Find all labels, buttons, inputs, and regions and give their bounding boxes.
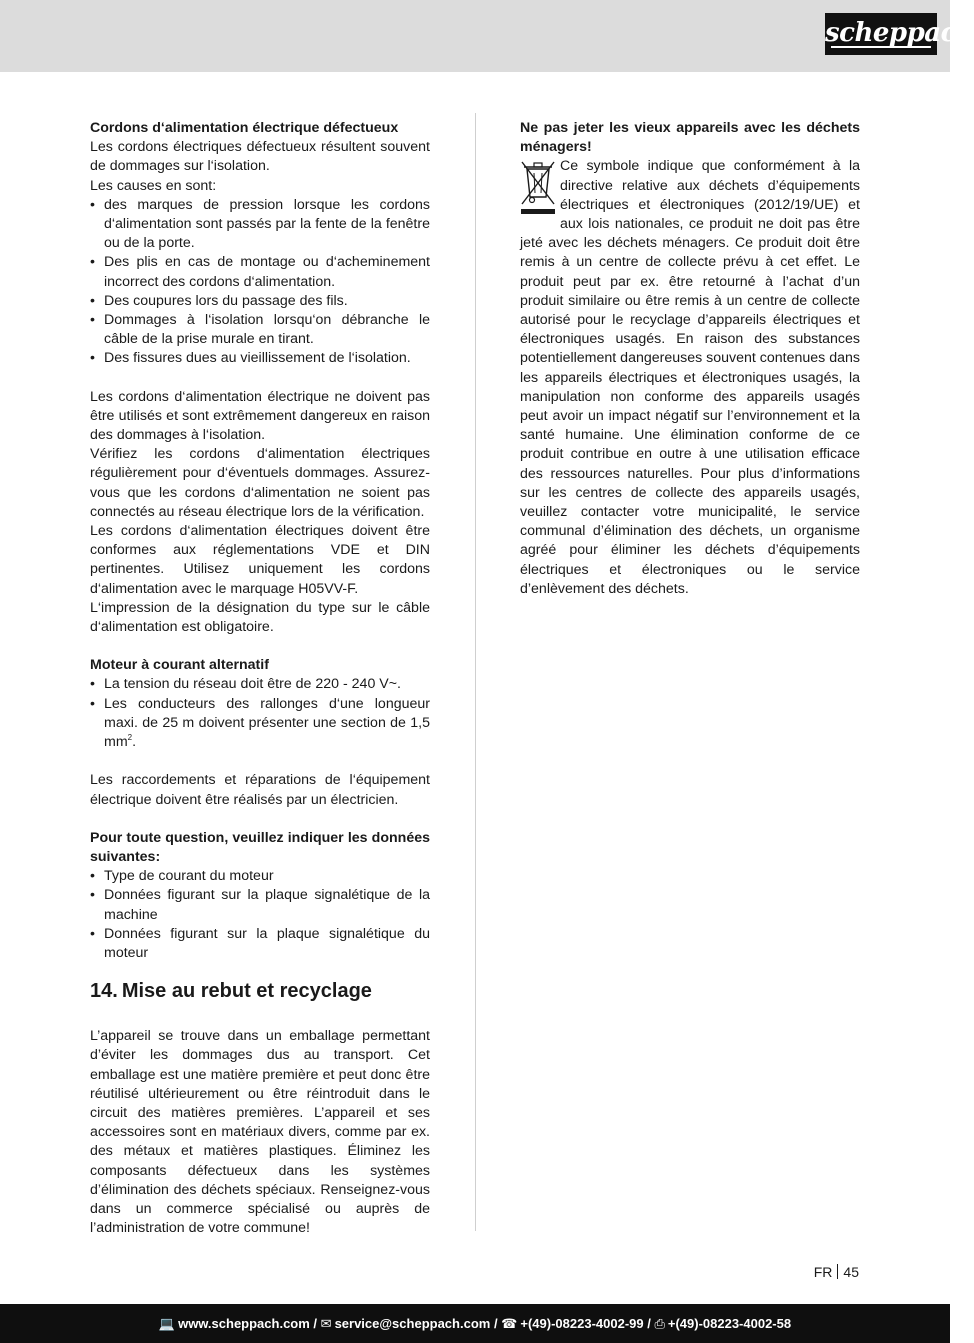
footer-separator: / [643,1316,655,1331]
list-item: • Des plis en cas de montage ou d‘acheminement incorrect des cordons d‘alimentation. [90,253,430,291]
right-column [520,119,860,599]
section-title-questions: Pour toute question, veuillez indiquer les données suivantes: [90,829,430,865]
column-divider [475,113,476,1231]
section-number: 14. [90,980,118,1003]
section-title-faulty-cords: Cordons d‘alimentation électrique défectueux [90,120,399,136]
weee-block [520,157,860,599]
footer-website[interactable]: www.scheppach.com [178,1316,310,1331]
section-heading-disposal [90,979,430,1003]
bullet-list-data [90,867,430,963]
list-item: • Des coupures lors du passage des fils. [90,292,430,311]
paragraph: Les cordons d‘alimentation électriques doivent être conformes aux réglementations VDE et DIN pertinentes. Utilisez uniquement les cordons d‘alimentation avec le marquage H05VV-F. [90,523,430,597]
paragraph-weee: Ce symbole indique que conformément à la directive relative aux déchets d’équipements électriques et électroniques (2012/19/UE) et aux lois nationales, ce produit ne doit pas être jeté avec les déchets ménagers. Ce produit doit être remis à un centre de collecte prévu à cet effet. Le produit peut par ex. être retourné à l’achat d’un produit similaire ou être remis à un centre de collecte autorisé pour le recyclage d’appareils électriques et électroniques usagés. En raison des substances potentiellement dangereuses souvent contenues dans les appareils électriques et électroniques usagés, la manipulation non conforme des appareils usagés peut avoir un impact négatif sur l’environnement et la santé humaine. Une élimination conforme de ce produit contribue en outre à une utilisation efficace des ressources naturelles. Pour plus d’informations sur les centres de collecte des appareils usagés, veuillez contacter votre municipalité, le service communal d’élimination des déchets, un organisme agréé pour éliminer les déchets d’équipements électriques et électroniques ou le service d’enlèvement des déchets. [520,158,860,597]
fax-icon: ⎙ [654,1316,665,1331]
footer-separator: / [490,1316,502,1331]
page-header [0,0,974,72]
page-number-value: 45 [843,1264,859,1280]
footer-email[interactable]: service@scheppach.com [334,1316,491,1331]
left-column [90,119,430,1238]
section-title-weee: Ne pas jeter les vieux appareils avec les déchets ménagers! [520,120,860,156]
page-number [814,1264,859,1280]
computer-icon: 💻 [158,1316,176,1331]
paragraph: Les cordons électriques défectueux résultent souvent de dommages sur l‘isolation. [90,139,430,175]
superscript: 2 [127,733,133,743]
list-item-text-end: . [132,734,137,751]
list-item-text: Les conducteurs des rallonges d‘une longueur maxi. de 25 m doivent présenter une section de 1,5 mm [104,695,430,751]
section-heading-text: Mise au rebut et recyclage [121,980,372,1003]
list-item: • Des fissures dues au vieillissement de l‘isolation. [90,349,430,368]
section-title-ac-motor: Moteur à courant alternatif [90,657,269,674]
footer-separator: / [309,1316,321,1331]
list-item: • Dommages à l‘isolation lorsqu‘on débranche le câble de la prise murale en tirant. [90,311,430,349]
paragraph: Les cordons d‘alimentation électrique ne doivent pas être utilisés et sont extrêmement dangereux en raison des dommages à l‘isolation. [90,388,430,444]
paragraph: L’appareil se trouve dans un emballage permettant d’éviter les dommages dus au transport. Cet emballage est une matière première et peut donc être réutilisé ultérieurement ou être réintroduit dans le circuit des matières premières. L’appareil et ses accessoires sont en matériaux divers, comme par ex. des métaux et matières plastiques. Éliminez les composants défectueux dans les systèmes d’élimination des déchets spéciaux. Renseignez-vous dans un commerce spécialisé ou auprès de l’administration de votre commune! [90,1028,430,1237]
paragraph: Vérifiez les cordons d‘alimentation électriques régulièrement pour d‘éventuels dommages. Assurez-vous que les cordons d‘alimentation ne soient pas connectés au réseau électrique lors de la vérification. [90,446,430,520]
brand-logo: scheppach [825,13,937,55]
list-item: • des marques de pression lorsque les cordons d‘alimentation sont passés par la fente de la fenêtre ou de la porte. [90,196,430,254]
list-item: • Données figurant sur la plaque signalétique du moteur [90,925,430,963]
list-item: • La tension du réseau doit être de 220 - 240 V~. [90,675,430,694]
paragraph: Les causes en sont: [90,177,217,194]
telephone-icon: ☎ [501,1316,518,1331]
list-item: • Données figurant sur la plaque signalétique de la machine [90,886,430,924]
footer-phone: +(49)-08223-4002-99 [520,1316,644,1331]
list-item: • Type de courant du moteur [90,867,430,886]
page-footer [0,1304,950,1343]
envelope-icon: ✉ [320,1316,332,1331]
list-item [90,695,430,753]
page-number-separator [837,1264,838,1279]
footer-fax: +(49)-08223-4002-58 [667,1316,792,1331]
page-language: FR [813,1264,833,1280]
bullet-list-causes [90,196,430,369]
paragraph: L‘impression de la désignation du type sur le câble d‘alimentation est obligatoire. [90,599,430,636]
bullet-list-motor [90,675,430,752]
paragraph: Les raccordements et réparations de l‘équipement électrique doivent être réalisés par un électricien. [90,772,430,808]
crossed-out-wheelie-bin-icon [520,159,556,215]
